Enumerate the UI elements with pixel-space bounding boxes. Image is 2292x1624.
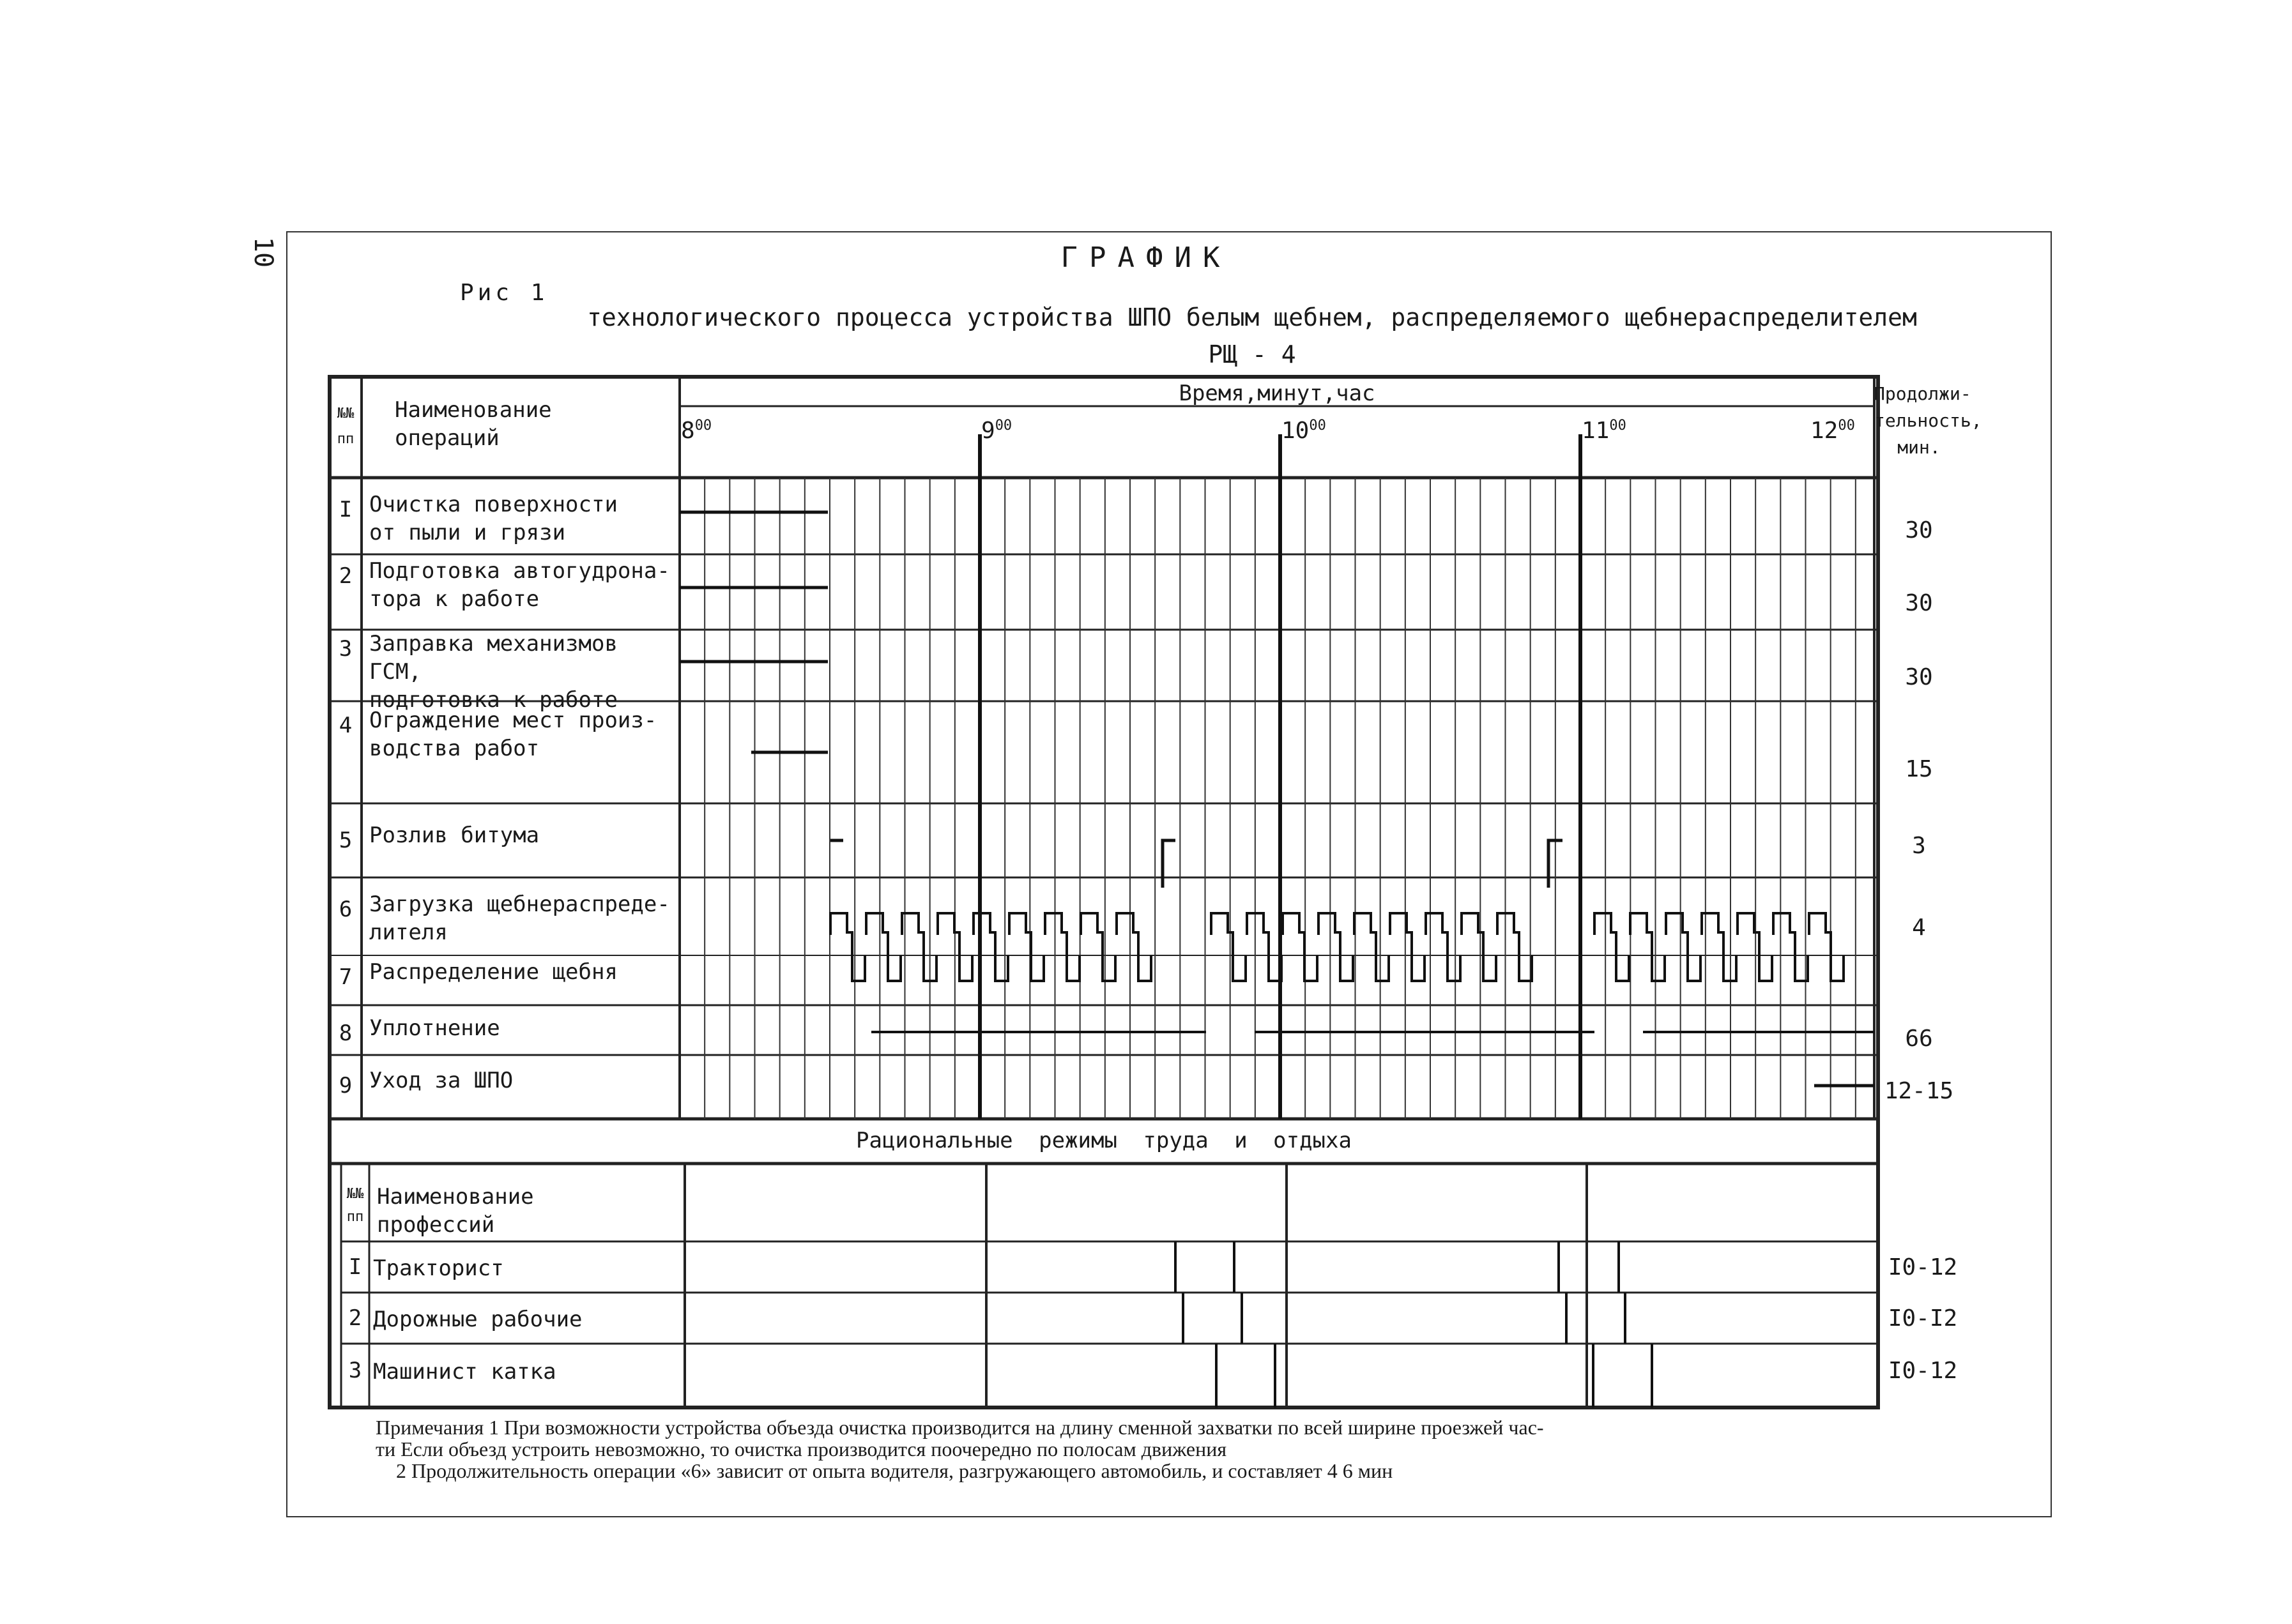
rest-duration: I0-12 xyxy=(1888,1254,1958,1280)
cycle-mark xyxy=(1081,913,1115,981)
rest-breaks xyxy=(1175,1241,1652,1408)
cycle-mark xyxy=(1594,913,1629,981)
operation-duration: 12-15 xyxy=(1884,1078,1954,1104)
row-number: 5 xyxy=(339,828,353,853)
operation-name: Заправка механизмов ГСМ, подготовка к работе xyxy=(369,631,618,713)
profession-name: Тракторист xyxy=(373,1256,504,1281)
figure-label: Рис 1 xyxy=(460,280,549,306)
cycle-mark xyxy=(1247,913,1281,981)
note-line-3: 2 Продолжительность операции «6» зависит от опыта водителя, разгружающего автомобиль, и составляет 4 6 мин xyxy=(396,1459,1393,1482)
operation-duration: 30 xyxy=(1905,590,1933,616)
operation-duration: 66 xyxy=(1905,1026,1933,1052)
cycle-mark xyxy=(1117,913,1151,981)
cycle-mark xyxy=(1809,913,1844,981)
cycle-mark xyxy=(1354,913,1389,981)
col-num-header: №№ пп xyxy=(337,406,355,447)
hour-gridlines xyxy=(980,434,1580,1119)
row-number: 2 xyxy=(339,563,353,589)
rest-title: Рациональные режимы труда и отдыха xyxy=(856,1128,1352,1153)
cycle-mark xyxy=(1283,913,1317,981)
cycle-mark xyxy=(1045,913,1080,981)
loading-distribution-cycles xyxy=(830,913,1844,981)
cycle-mark xyxy=(1497,913,1532,981)
bar-op5b xyxy=(1163,840,1175,888)
cycle-mark xyxy=(1390,913,1425,981)
subtitle-line-1: технологического процесса устройства ШПО белым щебнем, распределяемого щебнераспределителем xyxy=(587,303,1917,331)
operation-name: Подготовка автогудрона- тора к работе xyxy=(369,558,670,612)
page-number: 10 xyxy=(248,236,279,268)
cycle-mark xyxy=(1630,913,1665,981)
operation-name: Очистка поверхности от пыли и грязи xyxy=(369,492,618,545)
row-number: 4 xyxy=(339,713,353,738)
cycle-mark xyxy=(1318,913,1353,981)
rest-col-name-header: Наименование профессий xyxy=(377,1184,534,1238)
operation-name: Розлив битума xyxy=(369,823,540,848)
operation-name: Уход за ШПО xyxy=(369,1068,514,1093)
rest-duration: I0-12 xyxy=(1888,1358,1958,1384)
hour-label: $10^{00}$ xyxy=(1281,418,1326,444)
profession-name: Дорожные рабочие xyxy=(373,1307,583,1332)
profession-name: Машинист катка xyxy=(373,1359,556,1385)
cycle-mark xyxy=(830,913,865,981)
cycle-mark xyxy=(1773,913,1808,981)
cycle-mark xyxy=(902,913,936,981)
time-header: Время,минут,час xyxy=(1179,381,1375,406)
duration-header: Продолжи- тельность, мин. xyxy=(1874,383,1982,458)
rest-row-number: 2 xyxy=(348,1305,362,1331)
hour-label: $8^{00}$ xyxy=(681,418,712,444)
rest-duration: I0-I2 xyxy=(1888,1305,1958,1332)
row-number: 6 xyxy=(339,897,353,922)
cycle-mark xyxy=(866,913,901,981)
hour-label: $9^{00}$ xyxy=(981,418,1012,444)
col-name-header: Наименование операций xyxy=(395,397,552,451)
notes xyxy=(376,1416,1992,1482)
operation-name: Ограждение мест произ- водства работ xyxy=(369,708,657,761)
rest-row-number: 3 xyxy=(348,1358,362,1383)
row-number: 7 xyxy=(339,964,353,990)
chart-title: ГРАФИК xyxy=(1060,241,1232,274)
operation-bars xyxy=(680,512,1874,1086)
row-number: I xyxy=(339,497,353,522)
rest-col-num-header: №№ пп xyxy=(346,1186,364,1225)
hour-label: $12^{00}$ xyxy=(1810,418,1855,444)
row-number: 3 xyxy=(339,636,353,662)
operation-duration: 4 xyxy=(1912,914,1926,941)
cycle-mark xyxy=(1738,913,1772,981)
cycle-mark xyxy=(1462,913,1496,981)
subtitle-line-2: РЩ - 4 xyxy=(1208,340,1296,368)
operation-name: Загрузка щебнераспреде- лителя xyxy=(369,892,670,945)
operation-name: Распределение щебня xyxy=(369,959,618,985)
operation-duration: 15 xyxy=(1905,756,1933,782)
operation-duration: 30 xyxy=(1905,664,1933,690)
cycle-mark xyxy=(1666,913,1700,981)
row-number: 9 xyxy=(339,1073,353,1098)
cycle-mark xyxy=(1211,913,1246,981)
rest-row-number: I xyxy=(348,1254,362,1280)
operation-name: Уплотнение xyxy=(369,1015,500,1041)
note-line-1: Примечания 1 При возможности устройства объезда очистка производится на длину сменной захватки по всей ширине проезжей час- xyxy=(376,1416,1544,1439)
operation-duration: 3 xyxy=(1912,833,1926,859)
operation-duration: 30 xyxy=(1905,517,1933,543)
note-line-2: ти Если объезд устроить невозможно, то очистка производится поочередно по полосам движения xyxy=(376,1438,1227,1461)
cycle-mark xyxy=(1009,913,1044,981)
row-number: 8 xyxy=(339,1021,353,1046)
hour-label: $11^{00}$ xyxy=(1582,418,1626,444)
